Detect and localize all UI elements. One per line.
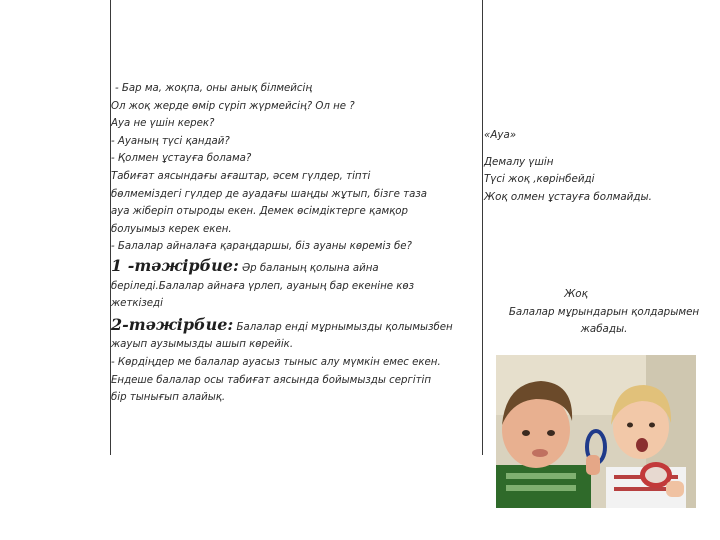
right-column-answers bbox=[484, 127, 714, 206]
photo-illustration bbox=[496, 355, 696, 508]
experiment-1-text: Әр баланың қолына айна bbox=[238, 262, 379, 274]
text-line: бөлмеміздегі гүлдер де ауадағы шаңды жұтып, бізге таза bbox=[111, 188, 428, 200]
text-line: болуымыз керек екен. bbox=[111, 223, 232, 235]
text-line: Ендеше балалар осы табиғат аясында бойымызды сергітіп bbox=[111, 374, 432, 386]
note-line: Жоқ bbox=[564, 288, 588, 300]
experiment-2-heading: 2-тәжірбие: bbox=[111, 314, 234, 334]
note-line: Балалар мұрындарын қолдарымен bbox=[508, 305, 700, 318]
table-divider-right bbox=[482, 0, 483, 455]
text-line: - Балалар айналаға қараңдаршы, біз ауаны көреміз бе? bbox=[111, 241, 412, 253]
answer-note bbox=[490, 286, 718, 339]
text-line: - Ауаның түсі қандай? bbox=[111, 135, 230, 147]
text-line: Ол жоқ жерде өмір сүріп жүрмейсің? Ол не ? bbox=[111, 100, 355, 112]
spacer bbox=[484, 145, 714, 154]
text-line: ауа жіберіп отыроды екен. Демек өсімдіктерге қамқор bbox=[111, 206, 408, 218]
experiment-2-text: Балалар енді мұрнымызды қолымызбен bbox=[233, 321, 453, 333]
experiment-2 bbox=[111, 316, 479, 337]
text-line: - Көрдіңдер ме балалар ауасыз тыныс алу мүмкін емес екен. bbox=[111, 356, 441, 368]
text-line: беріледі.Балалар айнаға үрлеп, ауаның бар екеніне көз bbox=[111, 280, 415, 292]
answer-line: Демалу үшін bbox=[484, 155, 554, 168]
answer-line: Жоқ олмен ұстауға болмайды. bbox=[484, 190, 652, 203]
experiment-1-heading: 1 -тәжірбие: bbox=[111, 255, 239, 275]
text-line: Табиғат аясындағы ағаштар, әсем гүлдер, тіпті bbox=[111, 170, 371, 182]
experiment-1 bbox=[111, 257, 479, 278]
answer-line: «Ауа» bbox=[484, 129, 517, 141]
note-line: жабады. bbox=[580, 323, 628, 335]
children-mirror-photo bbox=[496, 355, 696, 508]
text-line: жеткізеді bbox=[111, 298, 163, 310]
text-line: - Бар ма, жоқпа, оны анық білмейсің bbox=[115, 83, 313, 94]
text-line: - Қолмен ұстауға болама? bbox=[111, 153, 252, 165]
text-line: бір тынығып алайық. bbox=[111, 392, 226, 404]
left-column-text bbox=[111, 80, 479, 407]
text-line: Ауа не үшін керек? bbox=[111, 118, 215, 130]
text-line: жауып аузымызды ашып көрейік. bbox=[111, 339, 294, 351]
answer-line: Түсі жоқ ,көрінбейді bbox=[484, 173, 595, 185]
